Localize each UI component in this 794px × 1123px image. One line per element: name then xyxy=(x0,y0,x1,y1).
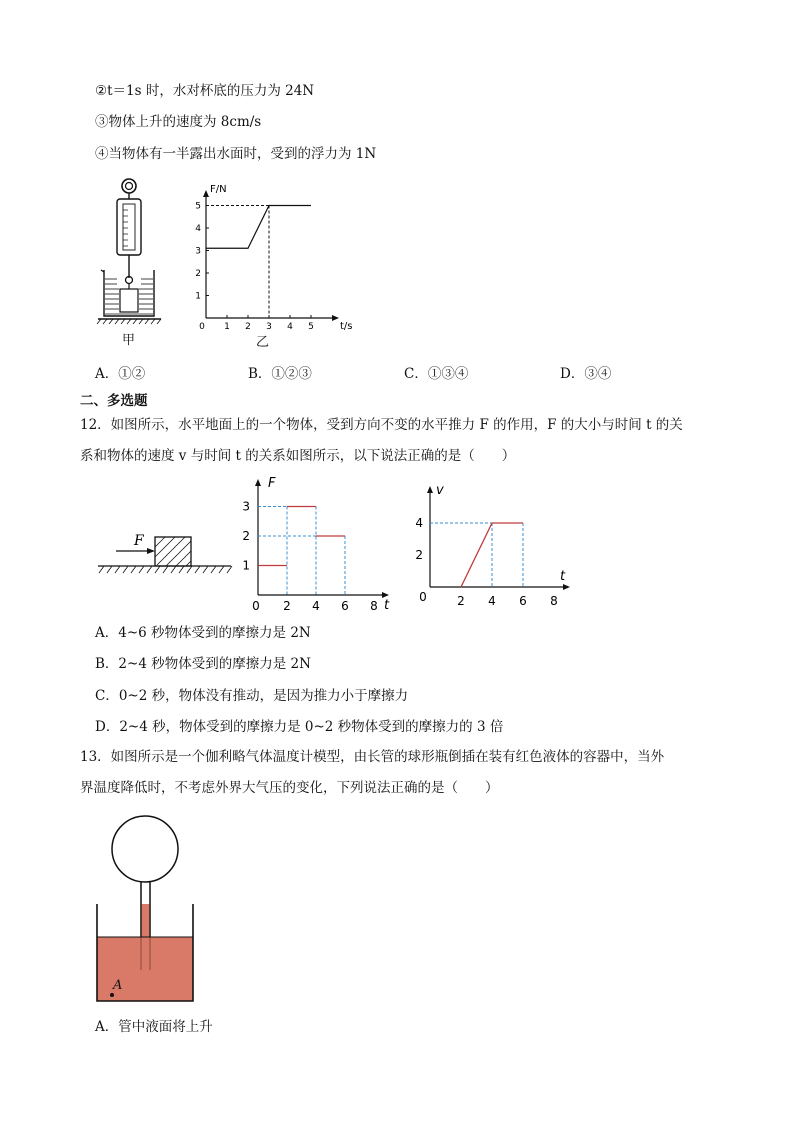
x-tick-label: 4 xyxy=(312,599,320,613)
fig-jia-label: 甲 xyxy=(122,333,136,348)
q13-stem-line-2: 界温度降低时，不考虑外界大气压的变化，下列说法正确的是（ ） xyxy=(80,780,499,796)
q12-option-d[interactable]: D．2~4 秒，物体受到的摩擦力是 0~2 秒物体受到的摩擦力的 3 倍 xyxy=(95,719,504,735)
q12-option-c[interactable]: C．0~2 秒，物体没有推动，是因为推力小于摩擦力 xyxy=(95,688,409,704)
y-tick-label: 5 xyxy=(195,201,201,212)
y-tick-label: 2 xyxy=(195,269,201,279)
x-axis-arrow xyxy=(563,584,570,590)
q11-statement-4: ④当物体有一半露出水面时，受到的浮力为 1N xyxy=(95,146,377,162)
x-tick-label: 2 xyxy=(283,599,291,613)
y-axis-label: v xyxy=(436,483,444,498)
x-tick-label: 2 xyxy=(245,322,251,332)
x-axis-label: t xyxy=(384,598,390,613)
q12-stem-line-1: 12．如图所示，水平地面上的一个物体，受到方向不变的水平推力 F 的作用，F 的大小与时间 t 的关 xyxy=(80,417,683,433)
y-axis-arrow xyxy=(427,486,433,493)
q11-option-a[interactable]: A．①② xyxy=(95,366,146,382)
y-axis-arrow xyxy=(255,479,261,486)
chart-velocity-time-q12 xyxy=(412,480,577,615)
q12-option-b[interactable]: B．2~4 秒物体受到的摩擦力是 2N xyxy=(95,656,311,672)
x-tick-label: 3 xyxy=(266,322,272,332)
q12-option-a[interactable]: A．4~6 秒物体受到的摩擦力是 2N xyxy=(95,625,311,641)
q13-option-a[interactable]: A．管中液面将上升 xyxy=(95,1019,213,1035)
chart-force-time-q12 xyxy=(238,475,398,615)
y-tick-label: 4 xyxy=(195,224,201,234)
x-tick-label: 0 xyxy=(252,599,260,613)
x-axis-label: t xyxy=(560,569,566,584)
y-tick-label: 3 xyxy=(242,499,250,514)
y-tick-label: 4 xyxy=(415,516,423,530)
q12-stem-line-2: 系和物体的速度 v 与时间 t 的关系如图所示，以下说法正确的是（ ） xyxy=(80,448,516,464)
x-tick-label: 2 xyxy=(457,594,465,608)
q11-statement-3: ③物体上升的速度为 8cm/s xyxy=(95,114,262,130)
point-a-label: A xyxy=(113,978,123,993)
y-axis-label: F xyxy=(268,476,276,491)
q11-option-d[interactable]: D．③④ xyxy=(560,366,612,382)
fig-block-on-floor xyxy=(96,530,236,578)
fig-yi-label: 乙 xyxy=(256,335,270,350)
x-tick-label: 5 xyxy=(308,322,314,332)
y-tick-label: 3 xyxy=(195,246,201,257)
y-tick-label: 2 xyxy=(415,548,423,562)
series-line xyxy=(206,206,311,249)
x-tick-label: 0 xyxy=(419,590,427,604)
y-axis-label: F/N xyxy=(210,184,227,195)
y-tick-label: 1 xyxy=(242,558,250,573)
force-label: F xyxy=(134,533,144,549)
y-tick-label: 1 xyxy=(195,291,201,302)
x-tick-label: 4 xyxy=(287,322,293,332)
x-tick-label: 1 xyxy=(224,322,230,332)
x-tick-label: 8 xyxy=(370,599,378,613)
q11-option-b[interactable]: B．①②③ xyxy=(248,366,312,382)
y-axis-arrow xyxy=(203,190,209,197)
section-title: 二、多选题 xyxy=(80,393,148,409)
fig-galileo-thermometer xyxy=(95,812,205,1007)
x-tick-label: 4 xyxy=(488,594,496,608)
x-tick-label: 8 xyxy=(550,594,558,608)
x-tick-label: 6 xyxy=(519,594,527,608)
y-tick-label: 2 xyxy=(242,529,250,543)
fig-spring-scale-beaker xyxy=(95,176,165,326)
q13-stem-line-1: 13．如图所示是一个伽利略气体温度计模型，由长管的球形瓶倒插在装有红色液体的容器中，当外 xyxy=(80,749,665,765)
x-axis-arrow xyxy=(332,315,339,321)
chart-force-time-yi xyxy=(190,178,365,333)
x-tick-label: 0 xyxy=(199,322,205,332)
x-tick-label: 6 xyxy=(341,599,349,613)
q11-statement-2: ②t＝1s 时，水对杯底的压力为 24N xyxy=(95,83,315,99)
x-axis-label: t/s xyxy=(340,321,353,332)
q11-option-c[interactable]: C．①③④ xyxy=(404,366,469,382)
